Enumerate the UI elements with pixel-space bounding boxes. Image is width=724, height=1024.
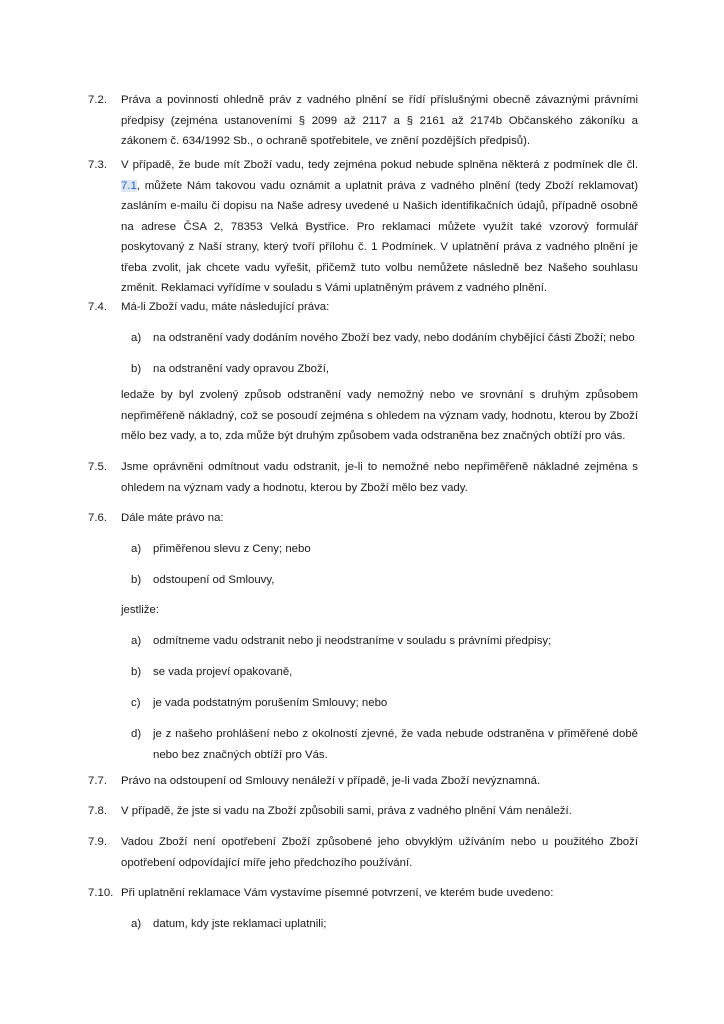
section-number: 7.6. [88,512,107,524]
article-reference-link[interactable]: 7.1 [121,179,137,192]
section-number: 7.8. [88,805,107,817]
list-item-label: b) [131,574,142,586]
list-item-text: je vada podstatným porušením Smlouvy; nebo [153,697,388,709]
section-text: Práva a povinnosti ohledně práv z vadného plnění se řídí příslušnými obecně závaznými právními předpisy (zejména ustanoveními § 2099 až 2117 a § 2161 až 2174b Občanského zákoníku a zákonem č. 634/1992 Sb., o ochraně spotřebitele, ve znění pozdějších předpisů). [121,94,638,147]
list-item-label: c) [131,697,141,709]
list-item-label: a) [131,918,142,930]
section-number: 7.3. [88,159,107,171]
section-text: Vadou Zboží není opotřebení Zboží způsobené jeho obvyklým užíváním nebo u použitého Zboží opotřebení odpovídající míře jeho předchozího používání. [121,836,638,869]
section-text: Jsme oprávněni odmítnout vadu odstranit, je-li to nemožné nebo nepřiměřeně nákladné zejména s ohledem na význam vady a hodnotu, kterou by Zboží mělo bez vady. [121,461,638,494]
section-text: Má-li Zboží vadu, máte následující práva: [121,301,330,313]
list-item-label: a) [131,543,142,555]
section-text-part: , můžete Nám takovou vadu oznámit a uplatnit práva z vadného plnění (tedy Zboží reklamovat) zasláním e-mailu či dopisu na Naše adresy uvedené u Našich identifikačních údajů, případně osobně na adrese ČSA 2, 78353 Velká Bystřice. Pro reklamaci můžete využít také vzorový formulář poskytovaný z Naší strany, který tvoří přílohu č. 1 Podmínek. V uplatnění práva z vadného plnění je třeba zvolit, jak chcete vadu vyřešit, přičemž tuto volbu nemůžete následně bez Našeho souhlasu změnit. Reklamaci vyřídíme v souladu s Vámi uplatněným právem z vadného plnění. [121,179,638,294]
list-item-text: je z našeho prohlášení nebo z okolností zjevné, že vada nebude odstraněna v přiměřené době nebo bez značných obtíží pro Vás. [153,728,638,761]
section-number: 7.2. [88,94,107,106]
list-item-text: na odstranění vady opravou Zboží, [153,363,330,375]
list-item-text: odstoupení od Smlouvy, [153,574,275,586]
section-text: Při uplatnění reklamace Vám vystavíme písemné potvrzení, ve kterém bude uvedeno: [121,887,554,899]
section-text: Právo na odstoupení od Smlouvy nenáleží v případě, je-li vada Zboží nevýznamná. [121,775,541,787]
section-paragraph: jestliže: [121,604,159,616]
section-text-part: V případě, že bude mít Zboží vadu, tedy zejména pokud nebude splněna některá z podmínek dle čl. [121,159,638,171]
list-item-label: d) [131,728,142,740]
section-text: Dále máte právo na: [121,512,224,524]
list-item-text: odmítneme vadu odstranit nebo ji neodstraníme v souladu s právními předpisy; [153,635,552,647]
section-number: 7.5. [88,461,107,473]
list-item-label: b) [131,363,142,375]
section-text: V případě, že jste si vadu na Zboží způsobili sami, práva z vadného plnění Vám nenáleží. [121,805,572,817]
list-item-label: a) [131,635,142,647]
section-text [121,155,638,299]
list-item-text: se vada projeví opakovaně, [153,666,293,678]
section-number: 7.4. [88,301,107,313]
section-number: 7.7. [88,775,107,787]
section-number: 7.9. [88,836,107,848]
section-paragraph: ledaže by byl zvolený způsob odstranění vady nemožný nebo ve srovnání s druhým způsobem nepřiměřeně nákladný, což se posoudí zejména s ohledem na význam vady, hodnotu, kterou by Zboží mělo bez vady, a to, zda může být druhým způsobem vada odstraněna bez značných obtíží pro vás. [121,389,638,442]
list-item-text: datum, kdy jste reklamaci uplatnili; [153,918,327,930]
section-number: 7.10. [88,887,114,899]
list-item-label: b) [131,666,142,678]
list-item-label: a) [131,332,142,344]
list-item-text: na odstranění vady dodáním nového Zboží bez vady, nebo dodáním chybějící části Zboží; nebo [153,332,635,344]
list-item-text: přiměřenou slevu z Ceny; nebo [153,543,311,555]
